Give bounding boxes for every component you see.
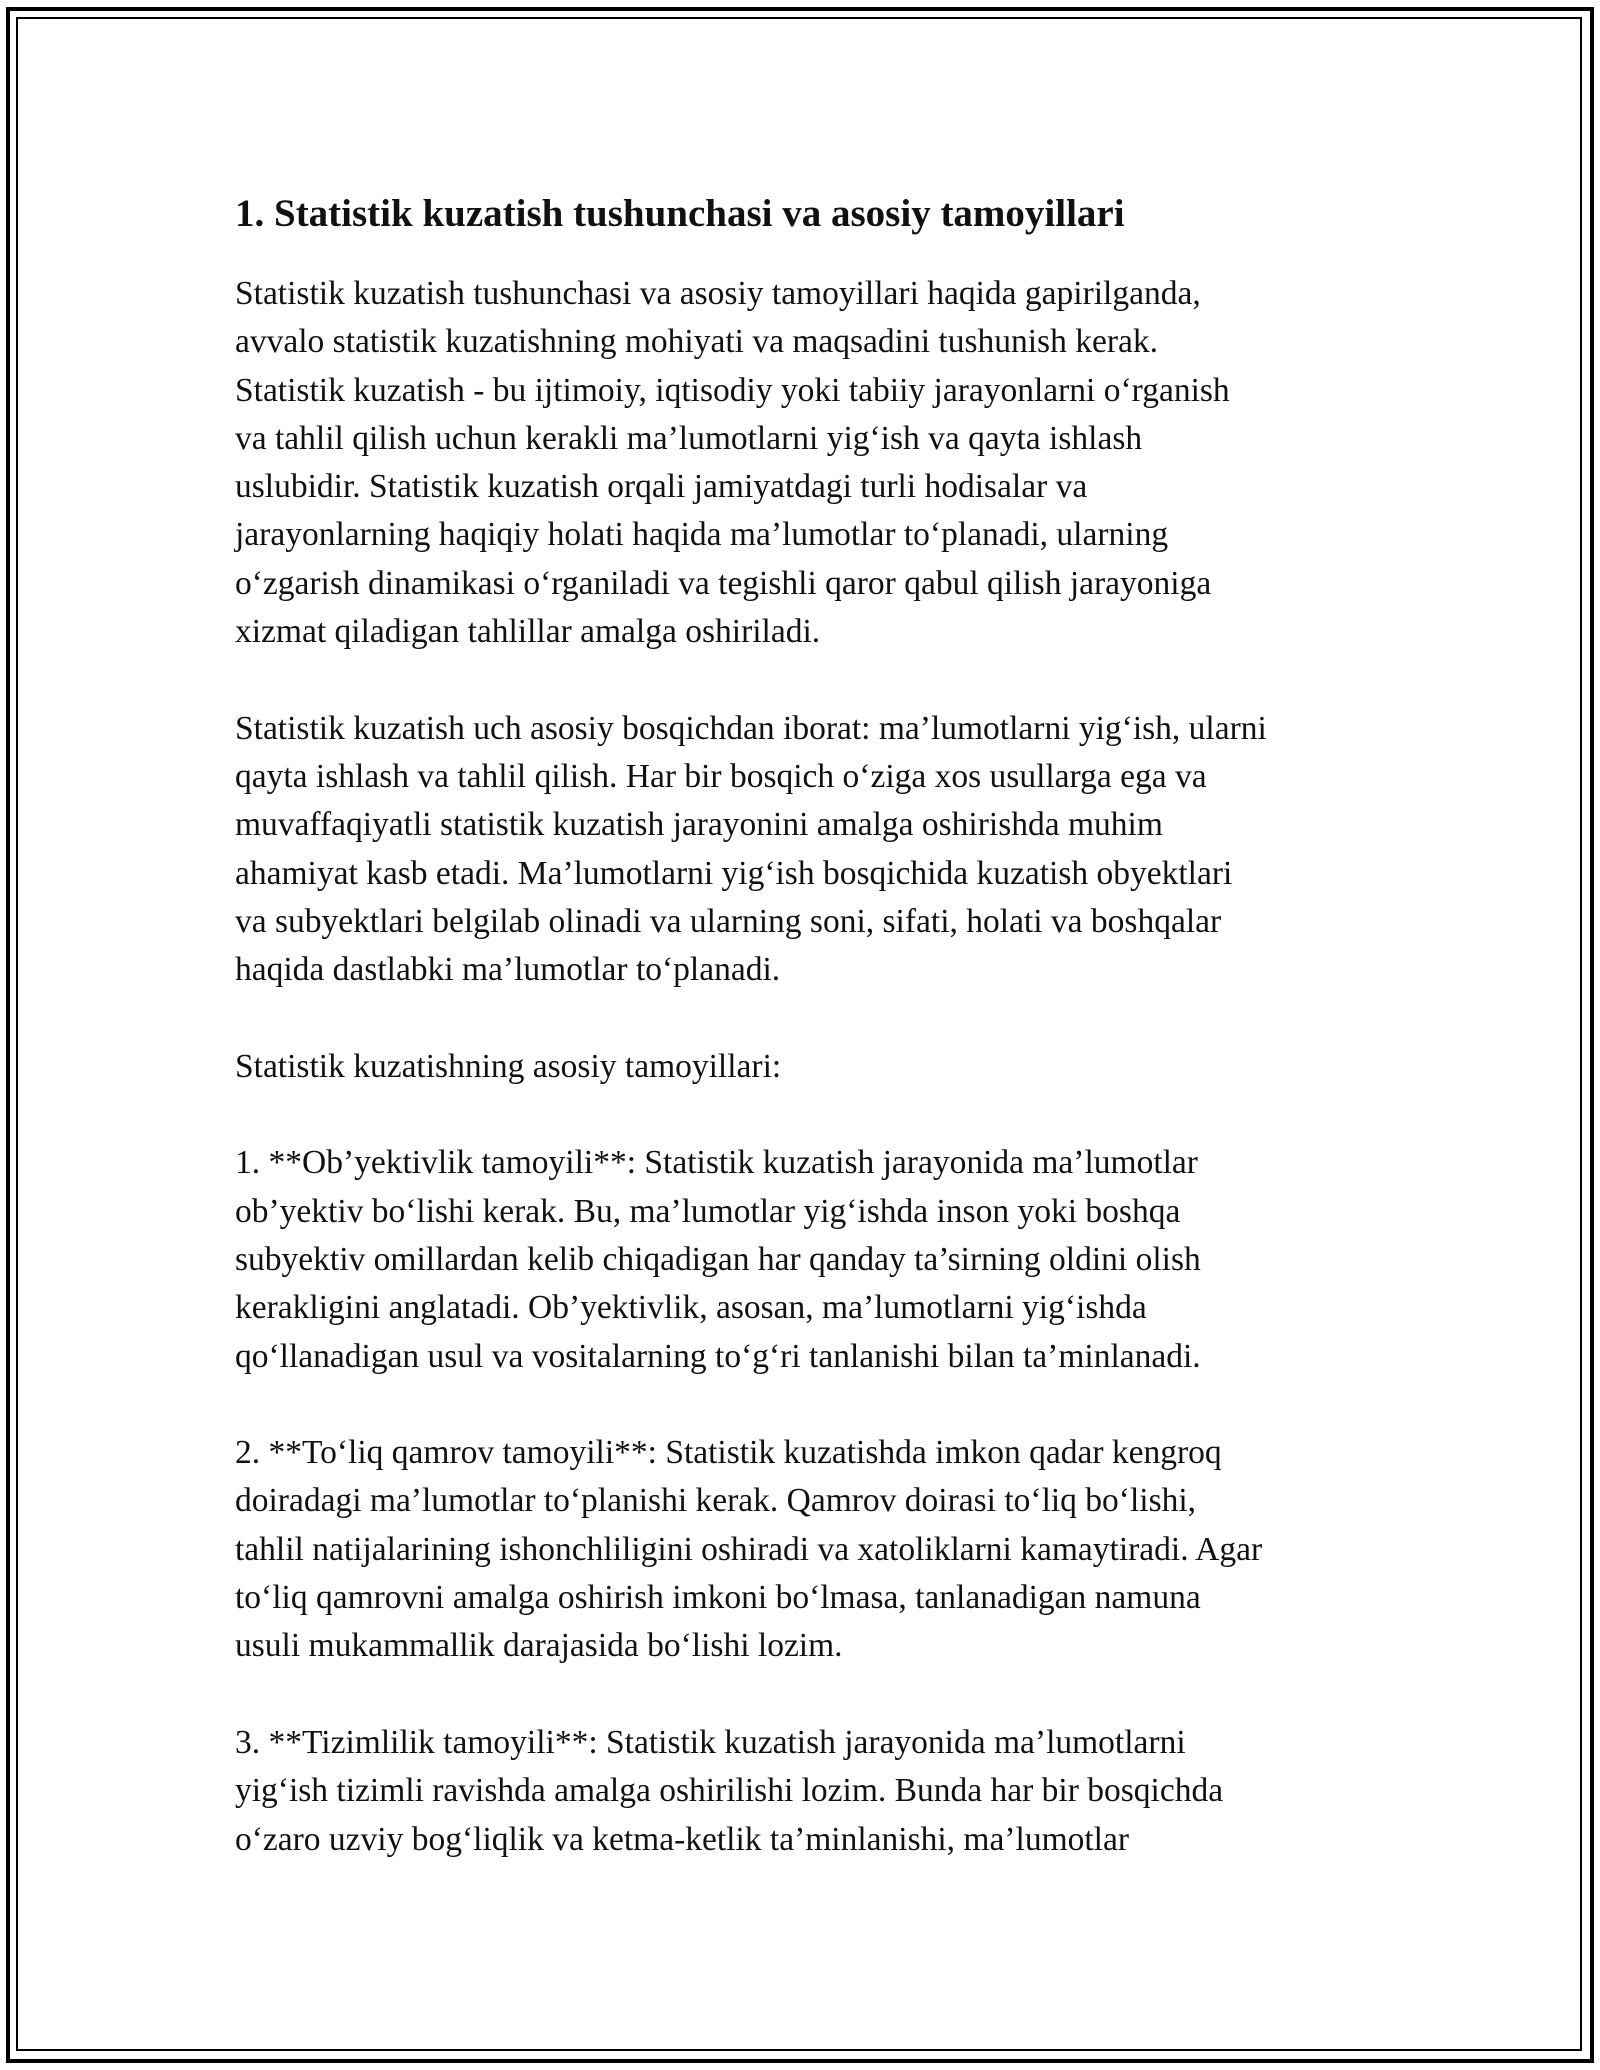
text-line: 1. **Ob’yektivlik tamoyili**: Statistik kuzatish jarayonida ma’lumotlar xyxy=(235,1144,1198,1182)
document-body xyxy=(235,186,1385,1864)
text-line: ob’yektiv bo‘lishi kerak. Bu, ma’lumotlar yig‘ishda inson yoki boshqa xyxy=(235,1192,1181,1230)
text-line: va tahlil qilish uchun kerakli ma’lumotlarni yig‘ish va qayta ishlash xyxy=(235,419,1143,457)
text-line: uslubidir. Statistik kuzatish orqali jamiyatdagi turli hodisalar va xyxy=(235,468,1088,506)
text-line: kerakligini anglatadi. Ob’yektivlik, asosan, ma’lumotlarni yig‘ishda xyxy=(235,1289,1147,1327)
text-line: qayta ishlash va tahlil qilish. Har bir bosqich o‘ziga xos usullarga ega va xyxy=(235,757,1207,795)
paragraph-principle-1 xyxy=(235,1139,1385,1380)
text-line: to‘liq qamrovni amalga oshirish imkoni bo‘lmasa, tanlanadigan namuna xyxy=(235,1579,1201,1617)
text-line: o‘zgarish dinamikasi o‘rganiladi va tegishli qaror qabul qilish jarayoniga xyxy=(235,564,1212,602)
paragraph-principle-2 xyxy=(235,1429,1385,1670)
text-line: Statistik kuzatish - bu ijtimoiy, iqtisodiy yoki tabiiy jarayonlarni o‘rganish xyxy=(235,371,1230,409)
paragraph-principles-intro xyxy=(235,1043,1385,1091)
text-line: Statistik kuzatish tushunchasi va asosiy tamoyillari haqida gapirilganda, xyxy=(235,275,1201,312)
text-line: qo‘llanadigan usul va vositalarning to‘g‘ri tanlanishi bilan ta’minlanadi. xyxy=(235,1337,1201,1375)
text-line: 3. **Tizimlilik tamoyili**: Statistik kuzatish jarayonida ma’lumotlarni xyxy=(235,1723,1186,1761)
text-line: o‘zaro uzviy bog‘liqlik va ketma-ketlik ta’minlanishi, ma’lumotlar xyxy=(235,1820,1130,1858)
section-heading: 1. Statistik kuzatish tushunchasi va asosiy tamoyillari xyxy=(235,192,1125,235)
text-line: va subyektlari belgilab olinadi va ularning soni, sifati, holati va boshqalar xyxy=(235,902,1222,940)
paragraph-intro xyxy=(235,270,1385,656)
text-line: muvaffaqiyatli statistik kuzatish jarayonini amalga oshirishda muhim xyxy=(235,806,1163,844)
text-line: avvalo statistik kuzatishning mohiyati va maqsadini tushunish kerak. xyxy=(235,323,1158,361)
paragraph-principle-3 xyxy=(235,1719,1385,1864)
text-line: Statistik kuzatish uch asosiy bosqichdan iborat: ma’lumotlarni yig‘ish, ularni xyxy=(235,709,1267,747)
text-line: Statistik kuzatishning asosiy tamoyillari: xyxy=(235,1047,782,1085)
text-line: subyektiv omillardan kelib chiqadigan har qanday ta’sirning oldini olish xyxy=(235,1240,1201,1278)
text-line: haqida dastlabki ma’lumotlar to‘planadi. xyxy=(235,951,781,989)
text-line: usuli mukammallik darajasida bo‘lishi lozim. xyxy=(235,1627,843,1665)
text-line: 2. **To‘liq qamrov tamoyili**: Statistik kuzatishda imkon qadar kengroq xyxy=(235,1434,1222,1472)
text-line: jarayonlarning haqiqiy holati haqida ma’lumotlar to‘planadi, ularning xyxy=(235,516,1169,554)
text-line: tahlil natijalarining ishonchliligini oshiradi va xatoliklarni kamaytiradi. Agar xyxy=(235,1530,1263,1568)
text-line: ahamiyat kasb etadi. Ma’lumotlarni yig‘ish bosqichida kuzatish obyektlari xyxy=(235,854,1233,892)
text-line: xizmat qiladigan tahlillar amalga oshiriladi. xyxy=(235,613,821,651)
text-line: doiradagi ma’lumotlar to‘planishi kerak. Qamrov doirasi to‘liq bo‘lishi, xyxy=(235,1482,1197,1520)
text-line: yig‘ish tizimli ravishda amalga oshirilishi lozim. Bunda har bir bosqichda xyxy=(235,1772,1224,1810)
paragraph-stages xyxy=(235,705,1385,995)
